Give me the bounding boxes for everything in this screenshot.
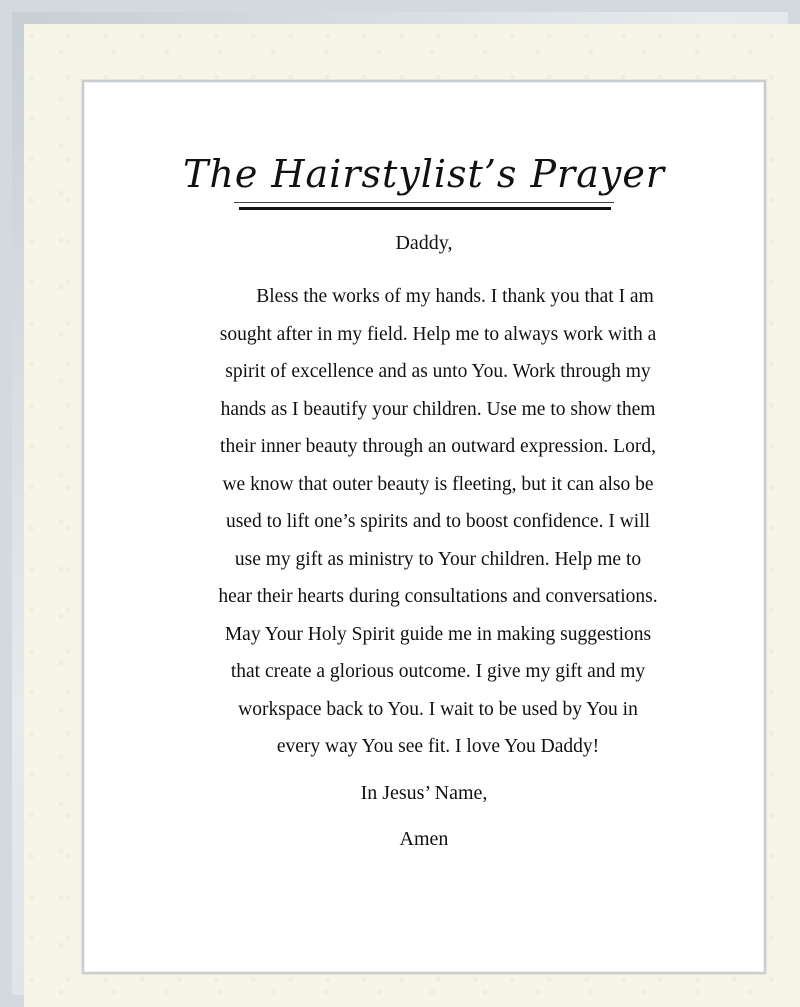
prayer-line-13: every way You see fit. I love You Daddy! — [276, 736, 600, 757]
title-underline-thin — [234, 202, 614, 203]
prayer-line-5: their inner beauty through an outward expression. Lord, — [220, 436, 656, 457]
prayer-title: The Hairstylist’s Prayer — [183, 152, 665, 196]
prayer-line-6: we know that outer beauty is fleeting, but it can also be — [222, 473, 654, 495]
title-underline — [239, 207, 611, 210]
closing-line: In Jesus’ Name, — [360, 782, 488, 804]
prayer-line-1: Bless the works of my hands. I thank you that I am — [256, 286, 654, 307]
amen-line: Amen — [399, 828, 449, 850]
prayer-line-8: use my gift as ministry to Your children. Help me to — [234, 548, 642, 570]
prayer-line-9: hear their hearts during consultations and conversations. — [218, 586, 658, 607]
prayer-body — [188, 278, 688, 766]
frame-mat — [24, 24, 800, 1007]
prayer-line-12: workspace back to You. I wait to be used by You in — [238, 698, 638, 720]
prayer-line-7: used to lift one’s spirits and to boost confidence. I will — [225, 511, 651, 532]
salutation: Daddy, — [395, 232, 453, 254]
prayer-line-2: sought after in my field. Help me to always work with a — [219, 323, 657, 345]
prayer-line-11: that create a glorious outcome. I give my gift and my — [230, 661, 646, 682]
prayer-line-4: hands as I beautify your children. Use me to show them — [220, 398, 656, 420]
prayer-line-10: May Your Holy Spirit guide me in making suggestions — [224, 623, 652, 645]
prayer-sheet — [82, 80, 766, 974]
prayer-line-3: spirit of excellence and as unto You. Work through my — [225, 361, 651, 382]
